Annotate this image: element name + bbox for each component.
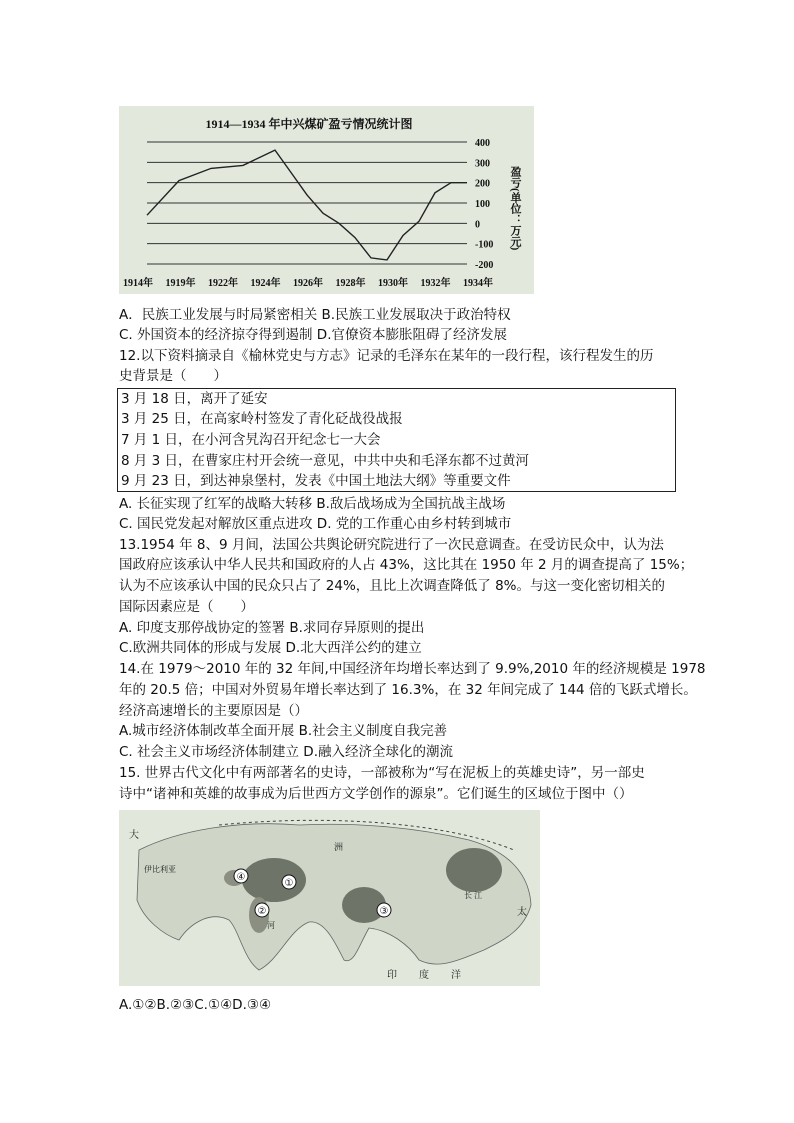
marker-4: ④: [236, 872, 246, 883]
chart-x-tick-label: 1932年: [420, 278, 451, 289]
region-mesopotamia: [242, 858, 306, 902]
itinerary-item: 9 月 23 日，到达神泉堡村，发表《中国土地法大纲》等重要文件: [121, 473, 511, 489]
q13-stem-3: 认为不应该承认中国的民众只占了 24%，且比上次调查降低了 8%。与这一变化密切相关的: [119, 578, 666, 594]
chart-y-tick-label: 200: [475, 178, 490, 190]
chart-x-tick-label: 1922年: [208, 278, 238, 289]
q12-stem-1: 12.以下资料摘录自《榆林党史与方志》记录的毛泽东在某年的一段行程，该行程发生的历: [119, 348, 654, 364]
chart-svg: [119, 106, 534, 294]
map-label: 伊比利亚: [144, 865, 176, 874]
map-label: 河: [267, 921, 275, 930]
chart-x-tick-label: 1930年: [378, 278, 408, 289]
q12-options-ab: A. 长征实现了红军的战略大转移 B.敌后战场成为全国抗战主战场: [119, 496, 506, 512]
chart-y-tick-label: 0: [475, 219, 480, 231]
chart-x-tick-label: 1926年: [293, 278, 323, 289]
chart-y-axis-label: 盈亏(单位：万元): [509, 166, 521, 251]
map-svg: [119, 810, 540, 986]
q11-options-cd: C. 外国资本的经济掠夺得到遏制 D.官僚资本膨胀阻碍了经济发展: [119, 327, 507, 343]
chart-y-tick-label: 300: [475, 158, 490, 170]
q12-options-cd: C. 国民党发起对解放区重点进攻 D. 党的工作重心由乡村转到城市: [119, 516, 512, 532]
chart-y-tick-label: -100: [475, 239, 494, 251]
q13-options-ab: A. 印度支那停战协定的签署 B.求同存异原则的提出: [119, 620, 425, 636]
q12-stem-2: 史背景是（ ）: [119, 368, 227, 384]
map-label: 度: [419, 970, 429, 981]
marker-2: ②: [257, 906, 267, 917]
q12-itinerary-box: [117, 388, 676, 492]
q14-stem-1: 14.在 1979～2010 年的 32 年间,中国经济年均增长率达到了 9.9%,2010 年的经济规模是 1978: [119, 661, 706, 677]
map-label: 洋: [451, 970, 461, 981]
q14-options-cd: C. 社会主义市场经济体制建立 D.融入经济全球化的潮流: [119, 744, 453, 760]
q13-stem-4: 国际因素应是（ ）: [119, 599, 254, 615]
q14-options-ab: A.城市经济体制改革全面开展 B.社会主义制度自我完善: [119, 723, 448, 739]
map-label: 江: [474, 891, 482, 900]
chart-x-tick-label: 1928年: [335, 278, 366, 289]
chart-y-tick-label: -200: [475, 260, 494, 271]
q15-stem-1: 15. 世界古代文化中有两部著名的史诗，一部被称为“写在泥板上的英雄史诗”，另一部史: [119, 765, 645, 781]
marker-3: ③: [379, 906, 389, 917]
itinerary-item: 8 月 3 日，在曹家庄村开会统一意见，中共中央和毛泽东都不过黄河: [121, 453, 530, 469]
map-label: 大: [129, 830, 139, 841]
chart-title: 1914—1934 年中兴煤矿盈亏情况统计图: [205, 117, 413, 131]
marker-1: ①: [284, 878, 294, 889]
chart-x-ticks: [123, 276, 493, 289]
q13-stem-2: 国政府应该承认中华人民共和国政府的人占 43%，这比其在 1950 年 2 月的调查提高了 15%；: [119, 557, 694, 573]
q15-options: A.①②B.②③C.①④D.③④: [119, 997, 272, 1013]
mine-profit-chart: [119, 106, 534, 294]
chart-y-ticks: [475, 138, 493, 271]
ancient-world-map: [119, 810, 540, 986]
map-label: 太: [517, 907, 527, 918]
chart-y-tick-label: 400: [475, 138, 490, 149]
region-china: [446, 848, 502, 892]
itinerary-item: 3 月 18 日，离开了延安: [121, 391, 268, 407]
q14-stem-2: 年的 20.5 倍；中国对外贸易年增长率达到了 16.3%，在 32 年间完成了 144 倍的飞跃式增长。: [119, 682, 697, 698]
q15-stem-2: 诗中“诸神和英雄的故事成为后世西方文学创作的源泉”。它们诞生的区域位于图中（）: [119, 786, 633, 802]
q13-options-cd: C.欧洲共同体的形成与发展 D.北大西洋公约的建立: [119, 640, 422, 656]
chart-y-tick-label: 100: [475, 199, 490, 210]
chart-x-tick-label: 1919年: [165, 278, 196, 289]
chart-x-tick-label: 1914年: [123, 278, 153, 289]
map-label: 洲: [334, 843, 344, 853]
q11-options-ab: A．民族工业发展与时局紧密相关 B.民族工业发展取决于政治特权: [119, 307, 511, 323]
chart-gridlines: [147, 142, 467, 264]
q14-stem-3: 经济高速增长的主要原因是（）: [119, 703, 308, 719]
map-label: 长: [464, 891, 472, 900]
q13-stem-1: 13.1954 年 8、9 月间，法国公共舆论研究院进行了一次民意调查。在受访民众中，认为法: [119, 537, 664, 553]
itinerary-item: 3 月 25 日，在高家岭村签发了青化砭战役战报: [121, 411, 403, 427]
chart-x-tick-label: 1924年: [250, 278, 281, 289]
chart-x-tick-label: 1934年: [463, 278, 493, 289]
itinerary-item: 7 月 1 日，在小河含旯沟召开纪念七一大会: [121, 432, 381, 448]
map-label: 印: [387, 970, 397, 981]
